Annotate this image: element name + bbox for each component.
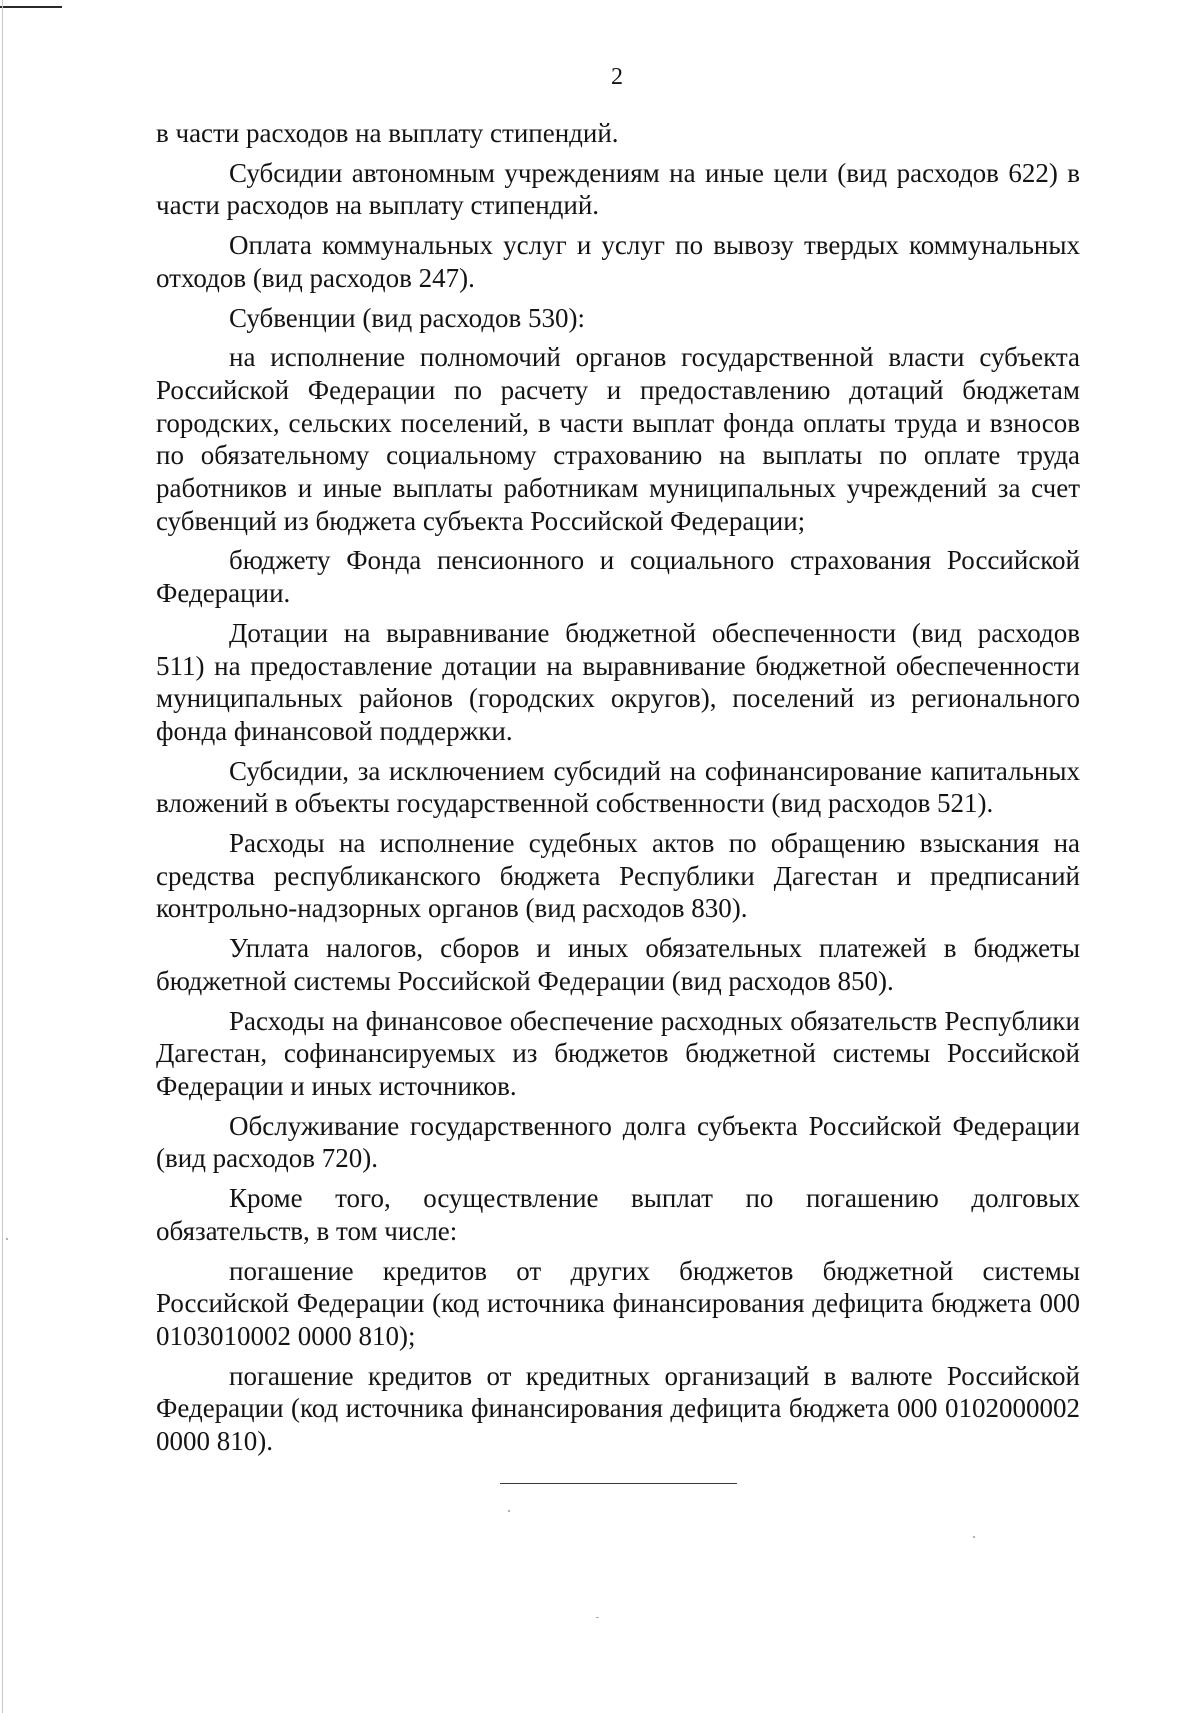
end-of-document-rule (500, 1483, 737, 1484)
paragraph: погашение кредитов от других бюджетов бюджетной системы Российской Федерации (код источника финансирования дефицита бюджета 000 0103010002 0000 810); (156, 1255, 1080, 1351)
paragraph: Оплата коммунальных услуг и услуг по вывозу твердых коммунальных отходов (вид расходов 247). (156, 230, 1080, 293)
scan-edge-mark (0, 6, 62, 8)
scan-edge-line (2, 0, 3, 1713)
paragraph: Кроме того, осуществление выплат по погашению долговых обязательств, в том числе: (156, 1183, 1080, 1246)
scan-speck (973, 1536, 975, 1538)
paragraph: Дотации на выравнивание бюджетной обеспеченности (вид расходов 511) на предоставление дотации на выравнивание бюджетной обеспеченности муниципальных районов (городских округов), поселений из регионального фонда финансовой поддержки. (156, 617, 1080, 746)
paragraph: погашение кредитов от кредитных организаций в валюте Российской Федерации (код источника финансирования дефицита бюджета 000 0102000002 0000 810). (156, 1360, 1080, 1457)
document-body (156, 117, 1080, 1465)
scan-speck (508, 1510, 510, 1512)
paragraph: Субвенции (вид расходов 530): (229, 302, 586, 333)
scan-speck (596, 1617, 599, 1618)
paragraph: в части расходов на выплату стипендий. (156, 118, 619, 148)
paragraph: Расходы на исполнение судебных актов по обращению взыскания на средства республиканского бюджета Республики Дагестан и предписаний контрольно-надзорных органов (вид расходов 830). (156, 828, 1080, 924)
paragraph: Субсидии, за исключением субсидий на софинансирование капитальных вложений в объекты государственной собственности (вид расходов 521). (156, 755, 1080, 819)
paragraph: на исполнение полномочий органов государственной власти субъекта Российской Федерации по расчету и предоставлению дотаций бюджетам городских, сельских поселений, в части выплат фонда оплаты труда и взносов по обязательному социальному страхованию на выплаты по оплате труда работников и иные выплаты работникам муниципальных учреждений за счет субвенций из бюджета субъекта Российской Федерации; (156, 342, 1080, 536)
scan-speck (6, 1238, 8, 1240)
paragraph: Расходы на финансовое обеспечение расходных обязательств Республики Дагестан, софинансируемых из бюджетов бюджетной системы Российской Федерации и иных источников. (156, 1005, 1080, 1101)
paragraph: Уплата налогов, сборов и иных обязательных платежей в бюджеты бюджетной системы Российской Федерации (вид расходов 850). (156, 933, 1080, 996)
paragraph: бюджету Фонда пенсионного и социального страхования Российской Федерации. (156, 545, 1080, 609)
paragraph: Обслуживание государственного долга субъекта Российской Федерации (вид расходов 720). (156, 1110, 1080, 1174)
page-number: 2 (611, 64, 623, 90)
paragraph: Субсидии автономным учреждениям на иные цели (вид расходов 622) в части расходов на выплату стипендий. (156, 157, 1080, 221)
